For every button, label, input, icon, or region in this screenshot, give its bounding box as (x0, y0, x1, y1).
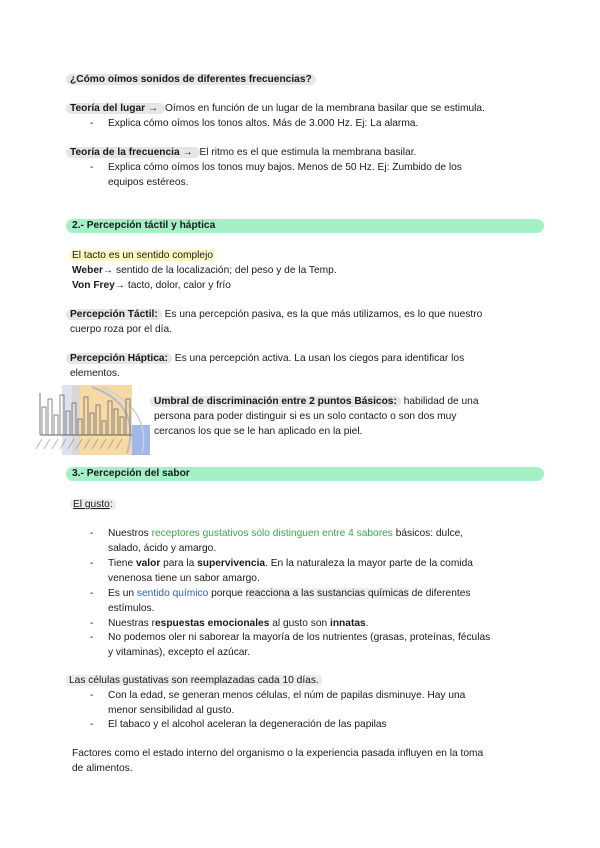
bullet-dash: - (90, 690, 94, 701)
vonfrey-label: Von Frey (72, 280, 115, 291)
gusto-bullet-5-line2: y vitaminas), excepto el azúcar. (108, 647, 251, 658)
section-3-title: 3.- Percepción del sabor (72, 468, 190, 479)
bullet-dash: - (90, 632, 94, 643)
b1-post: básicos: dulce, (392, 528, 464, 539)
teoria-frecuencia-text: El ritmo es el que estimula la membrana basilar. (199, 147, 417, 158)
arrow-2: → (179, 147, 196, 158)
bullet-dash: - (90, 558, 94, 569)
question-heading (66, 72, 316, 87)
celulas-bullet-1-line2: menor sensibilidad al gusto. (108, 705, 235, 716)
bullet-dash: - (90, 528, 94, 539)
b2-pre: Tiene (108, 558, 136, 569)
umbral-label: Umbral de discriminación entre 2 puntos Básicos: (154, 396, 397, 407)
b2-mid: para la (160, 558, 198, 569)
gusto-bullet-2-line2: venenosa tiene un sabor amargo. (108, 573, 260, 584)
tacto-intro (70, 248, 215, 263)
teoria-lugar-bullet: Explica cómo oímos los tonos altos. Más de 3.000 Hz. Ej: La alarma. (108, 118, 419, 129)
bullet-dash: - (90, 118, 94, 129)
haptica-text-2: elementos. (70, 368, 120, 379)
teoria-frecuencia-label: Teoría de la frecuencia (70, 147, 180, 158)
percepcion-haptica-para (66, 351, 546, 366)
celulas-bullet-2: El tabaco y el alcohol aceleran la degeneración de las papilas (108, 719, 387, 730)
weber-text: → sentido de la localización; del peso y de la Temp. (102, 265, 337, 276)
b4-bold2: innatas (330, 618, 366, 629)
factores-line-2: de alimentos. (72, 763, 133, 774)
b2-bold2: supervivencia (197, 558, 266, 569)
gusto-bullet-3 (108, 586, 528, 601)
b3-pre: Es un (108, 588, 137, 599)
b3-post: de diferentes (408, 588, 471, 599)
gusto-bullet-2 (108, 556, 528, 571)
decorative-chart-image (32, 385, 150, 455)
teoria-frecuencia-bullet-1: Explica cómo oímos los tonos muy bajos. Menos de 50 Hz. Ej: Zumbido de los (108, 162, 462, 173)
celulas-text: Las células gustativas son reemplazadas cada 10 días. (66, 675, 322, 686)
b2-bold1: valor (135, 558, 161, 569)
teoria-lugar-line (66, 101, 546, 116)
umbral-text-2: persona para poder distinguir si es un solo contacto o son dos muy (154, 411, 457, 422)
tactil-text-2: cuerpo roza por el día. (70, 324, 172, 335)
bullet-dash: - (90, 618, 94, 629)
gusto-bullet-5: No podemos oler ni saborear la mayoría de los nutrientes (grasas, proteínas, féculas (108, 632, 491, 643)
tactil-label: Percepción Táctil: (70, 309, 158, 320)
umbral-text-3: cercanos los que se le han aplicado en la piel. (154, 426, 363, 437)
b3-mid: porque (208, 588, 246, 599)
gusto-colon: : (109, 499, 113, 510)
gusto-bullet-1-line2: salado, ácido y amargo. (108, 543, 217, 554)
vonfrey-line (72, 278, 231, 293)
gusto-label: El gusto (73, 499, 110, 510)
gusto-bullet-1 (108, 526, 528, 541)
gusto-bullet-4 (108, 616, 528, 631)
bullet-dash: - (90, 162, 94, 173)
b1-green: receptores gustativos sólo distinguen entre 4 sabores (151, 528, 393, 539)
celulas-bullet-1: Con la edad, se generan menos células, el núm de papilas disminuye. Hay una (108, 690, 466, 701)
arrow-1: → (145, 103, 161, 114)
tactil-text-1: Es una percepción pasiva, es la que más utilizamos, es lo que nuestro (161, 309, 483, 320)
teoria-lugar-text: Oímos en función de un lugar de la membrana basilar que se estimula. (164, 103, 485, 114)
vonfrey-text: → tacto, dolor, calor y frío (114, 280, 231, 291)
haptica-text-1: Es una percepción activa. La usan los ciegos para identificar los (171, 353, 465, 364)
b4-bold1: espuestas emocionales (155, 618, 270, 629)
weber-label: Weber (72, 265, 103, 276)
factores-line-1: Factores como el estado interno del organismo o la experiencia pasada influyen en la toma (72, 748, 484, 759)
bullet-dash: - (90, 588, 94, 599)
haptica-label: Percepción Háptica: (70, 353, 168, 364)
teoria-frecuencia-line (66, 145, 546, 160)
umbral-text-1: habilidad de una (400, 396, 479, 407)
b1-pre: Nuestros (108, 528, 152, 539)
b3-blue: sentido químico (136, 588, 209, 599)
teoria-frecuencia-bullet-2: equipos estéreos. (108, 177, 189, 188)
weber-line (72, 263, 337, 278)
b4-mid: al gusto son (269, 618, 330, 629)
bullet-dash: - (90, 719, 94, 730)
gusto-bullet-3-line2: estímulos. (108, 603, 155, 614)
percepcion-tactil-para (66, 307, 546, 322)
section-2-title: 2.- Percepción táctil y háptica (72, 220, 216, 231)
b4-post: . (365, 618, 369, 629)
gusto-heading (70, 497, 116, 512)
celulas-heading (66, 673, 322, 688)
b4-pre: Nuestras r (108, 618, 155, 629)
b2-post: . En la naturaleza la mayor parte de la comida (265, 558, 473, 569)
tacto-intro-text: El tacto es un sentido complejo (72, 250, 214, 261)
teoria-lugar-label: Teoría del lugar (70, 103, 146, 114)
question-title: ¿Cómo oímos sonidos de diferentes frecuencias? (66, 74, 316, 85)
b3-highlight: reacciona a las sustancias químicas (245, 588, 409, 599)
umbral-para (150, 394, 550, 409)
